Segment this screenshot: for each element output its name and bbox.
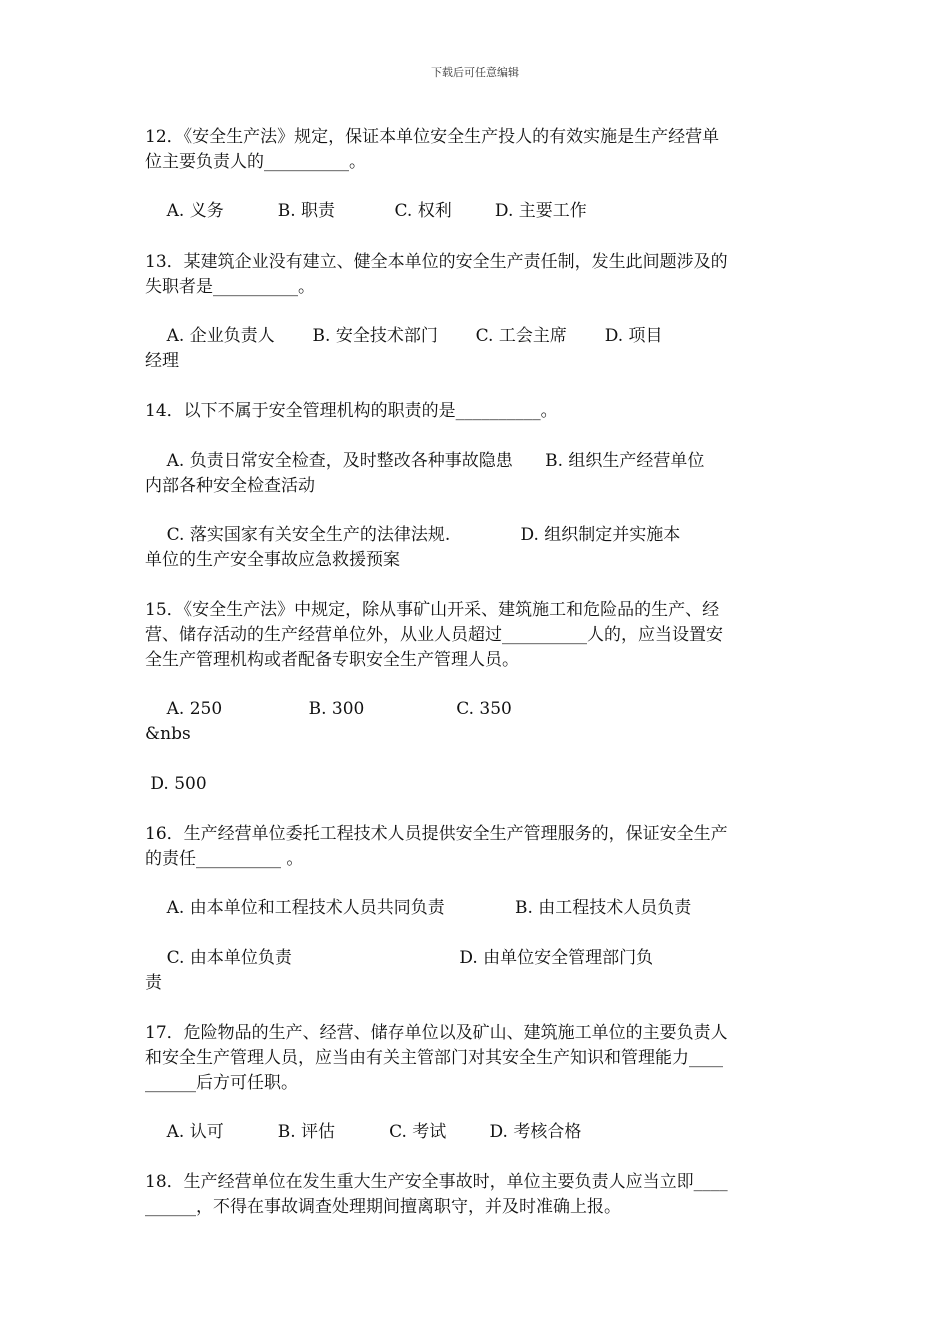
q17-line-3: ______后方可任职。 (145, 1073, 298, 1093)
q12-line-1: 12．《安全生产法》规定，保证本单位安全生产投人的有效实施是生产经营单 (145, 127, 720, 147)
q16-option-ab: A. 由本单位和工程技术人员共同负责 B. 由工程技术人员负责 (145, 898, 692, 918)
q17-line-1: 17．危险物品的生产、经营、储存单位以及矿山、建筑施工单位的主要负责人 (145, 1023, 728, 1043)
q14-option-ab-wrap: 内部各种安全检查活动 (145, 476, 315, 496)
q13-options-wrap: 经理 (145, 351, 179, 371)
q14-option-ab: A. 负责日常安全检查，及时整改各种事故隐患 B. 组织生产经营单位 (145, 451, 705, 471)
q12-line-2: 位主要负责人的__________。 (145, 152, 366, 172)
q16-option-cd-wrap: 责 (145, 973, 162, 993)
q16-line-1: 16．生产经营单位委托工程技术人员提供安全生产管理服务的，保证安全生产 (145, 824, 728, 844)
q17-options: A. 认可 B. 评估 C. 考试 D. 考核合格 (145, 1122, 582, 1142)
q18-line-2: ______，不得在事故调查处理期间擅离职守，并及时准确上报。 (145, 1197, 621, 1217)
q13-line-2: 失职者是__________。 (145, 277, 315, 297)
q14-option-cd: C. 落实国家有关安全生产的法律法规. D. 组织制定并实施本 (145, 525, 681, 545)
page-header: 下载后可任意编辑 (431, 66, 519, 79)
q14-line-1: 14．以下不属于安全管理机构的职责的是__________。 (145, 401, 558, 421)
q13-options: A. 企业负责人 B. 安全技术部门 C. 工会主席 D. 项目 (145, 326, 663, 346)
q17-line-2: 和安全生产管理人员，应当由有关主管部门对其安全生产知识和管理能力____ (145, 1048, 723, 1068)
q15-options: A. 250 B. 300 C. 350 (145, 699, 512, 719)
q16-option-cd: C. 由本单位负责 D. 由单位安全管理部门负 (145, 948, 654, 968)
q15-option-d: D. 500 (145, 774, 207, 794)
q15-stray-text: &nbs (145, 724, 191, 744)
q12-options: A. 义务 B. 职责 C. 权利 D. 主要工作 (145, 201, 587, 221)
q13-line-1: 13．某建筑企业没有建立、健全本单位的安全生产责任制，发生此间题涉及的 (145, 252, 728, 272)
q16-line-2: 的责任__________ 。 (145, 849, 304, 869)
q15-line-2: 营、储存活动的生产经营单位外，从业人员超过__________人的，应当设置安 (145, 625, 723, 645)
q15-line-3: 全生产管理机构或者配备专职安全生产管理人员。 (145, 650, 519, 670)
q15-line-1: 15．《安全生产法》中规定，除从事矿山开采、建筑施工和危险品的生产、经 (145, 600, 720, 620)
q14-option-cd-wrap: 单位的生产安全事故应急救援预案 (145, 550, 400, 570)
q18-line-1: 18．生产经营单位在发生重大生产安全事故时，单位主要负责人应当立即____ (145, 1172, 728, 1192)
